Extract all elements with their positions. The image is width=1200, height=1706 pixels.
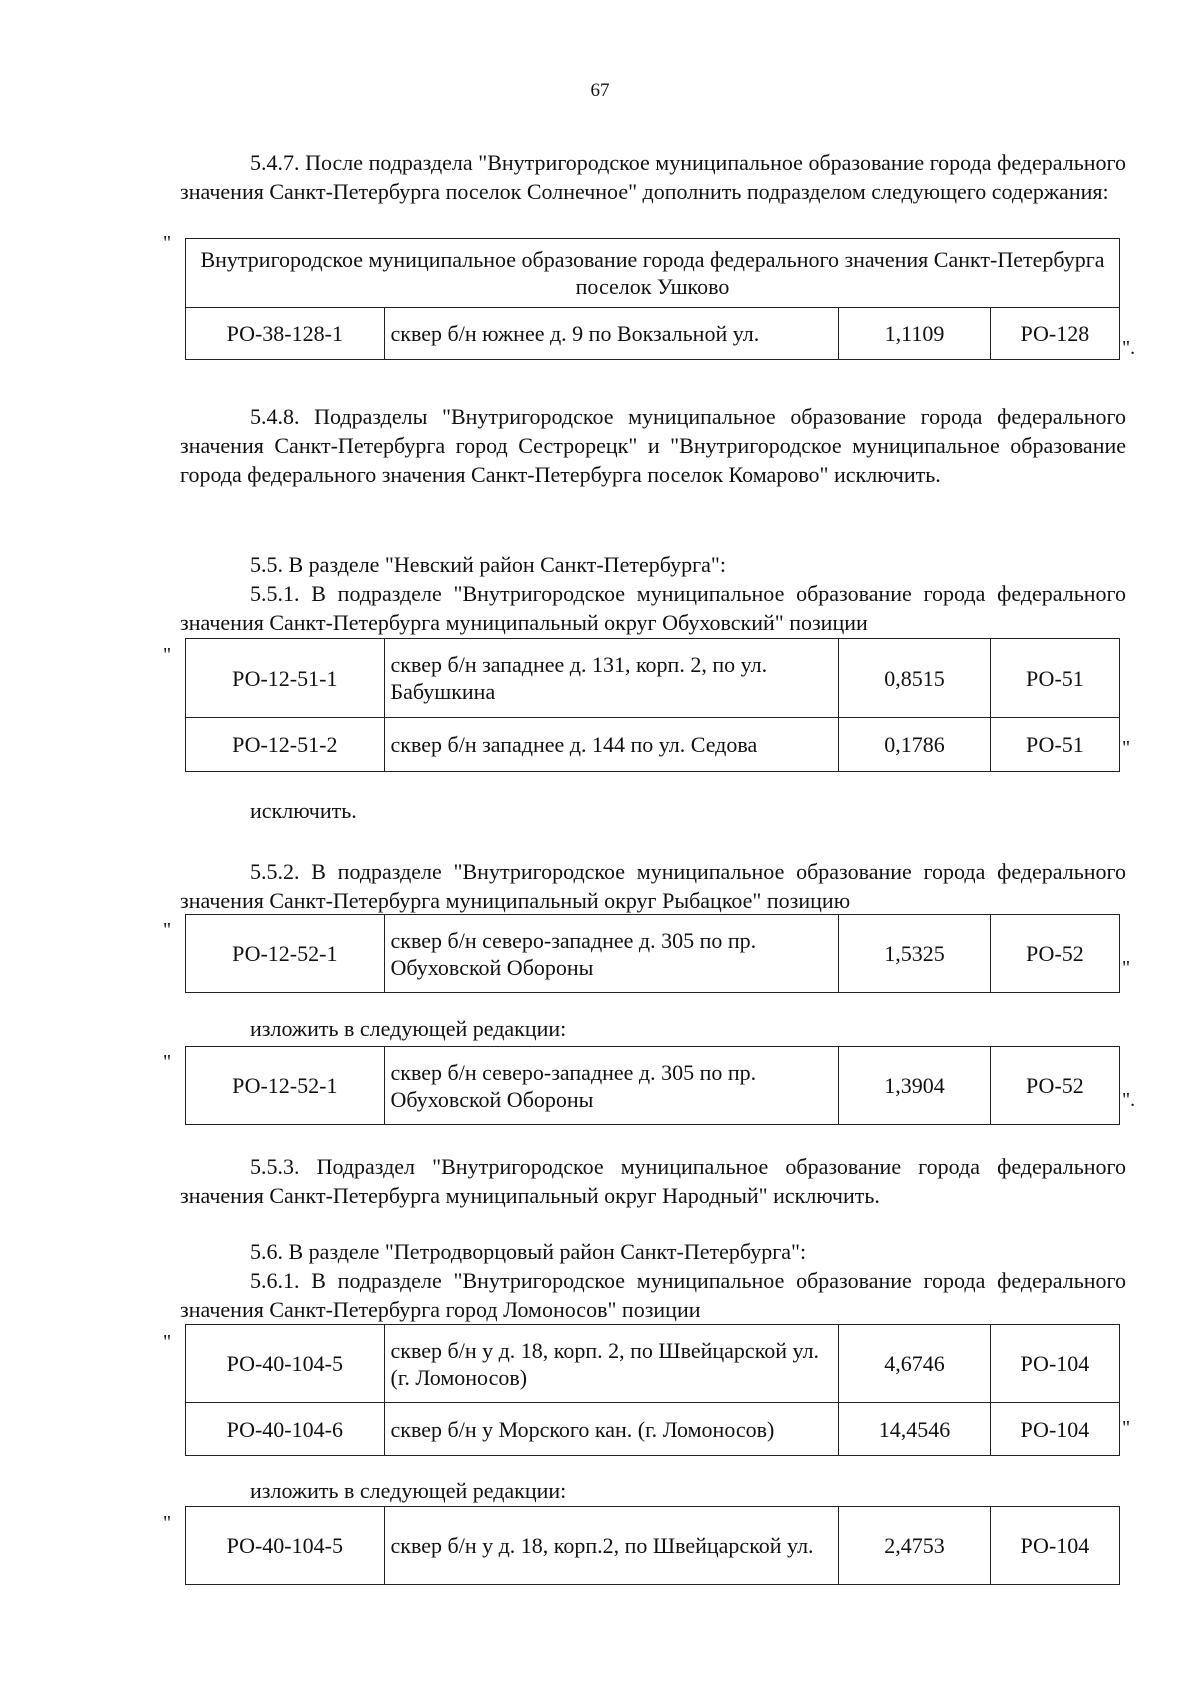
- cell-area: 1,3904: [839, 1047, 991, 1125]
- cell-area: 0,1786: [839, 718, 991, 772]
- cell-code: РО-40-104-5: [186, 1325, 385, 1403]
- opening-quote: ": [163, 644, 172, 666]
- cell-description: сквер б/н у д. 18, корп.2, по Швейцарской ул.: [384, 1507, 839, 1585]
- cell-description: сквер б/н северо-западнее д. 305 по пр. Обуховской Обороны: [384, 915, 839, 993]
- table-5-5-1: [185, 638, 1120, 772]
- table-5-6-1-new: [185, 1506, 1120, 1585]
- paragraph-5-5-3: 5.5.3. Подраздел "Внутригородское муниципальное образование города федерального значения Санкт-Петербурга муниципальный округ Народный" исключить.: [180, 1154, 1126, 1208]
- cell-code: РО-40-104-5: [186, 1507, 385, 1585]
- opening-quote: ": [163, 232, 172, 254]
- exclude-text: исключить.: [250, 798, 357, 823]
- cell-code: РО-38-128-1: [186, 308, 385, 360]
- closing-quote: ": [1122, 737, 1131, 759]
- cell-area: 0,8515: [839, 639, 991, 718]
- subsection-title: Внутригородское муниципальное образование города федерального значения Санкт-Петербурга поселок Ушково: [186, 239, 1120, 308]
- paragraph-5-5-1: 5.5.1. В подразделе "Внутригородское муниципальное образование города федерального значения Санкт-Петербурга муниципальный округ Обуховский" позиции: [180, 581, 1126, 635]
- cell-code: РО-12-51-2: [186, 718, 385, 772]
- paragraph-5-4-8: 5.4.8. Подразделы "Внутригородское муниципальное образование города федерального значения Санкт-Петербурга город Сестрорецк" и "Внутригородское муниципальное образование города федерального значения Санкт-Петербурга поселок Комарово" исключить.: [180, 404, 1126, 487]
- table-row: [186, 915, 1120, 993]
- opening-quote: ": [163, 1331, 172, 1353]
- cell-description: сквер б/н западнее д. 144 по ул. Седова: [384, 718, 839, 772]
- table-row: [186, 639, 1120, 718]
- cell-zone: РО-128: [990, 308, 1119, 360]
- cell-area: 2,4753: [839, 1507, 991, 1585]
- table-5-5-2-new: [185, 1046, 1120, 1125]
- table-row: [186, 1507, 1120, 1585]
- table-row: [186, 718, 1120, 772]
- cell-area: 1,1109: [839, 308, 991, 360]
- cell-zone: РО-52: [990, 1047, 1119, 1125]
- cell-description: сквер б/н западнее д. 131, корп. 2, по ул. Бабушкина: [384, 639, 839, 718]
- cell-description: сквер б/н у д. 18, корп. 2, по Швейцарской ул. (г. Ломоносов): [384, 1325, 839, 1403]
- page-number: 67: [590, 80, 610, 101]
- table-row: [186, 1047, 1120, 1125]
- cell-description: сквер б/н южнее д. 9 по Вокзальной ул.: [384, 308, 839, 360]
- closing-quote: ": [1122, 1417, 1131, 1439]
- paragraph-5-6-1: 5.6.1. В подразделе "Внутригородское муниципальное образование города федерального значения Санкт-Петербурга город Ломоносов" позиции: [180, 1268, 1126, 1322]
- table-5-4-7: [185, 238, 1120, 360]
- cell-description: сквер б/н северо-западнее д. 305 по пр. Обуховской Обороны: [384, 1047, 839, 1125]
- restate-text: изложить в следующей редакции:: [250, 1016, 567, 1041]
- closing-quote: ".: [1122, 1089, 1136, 1111]
- cell-area: 1,5325: [839, 915, 991, 993]
- cell-area: 14,4546: [839, 1403, 991, 1456]
- opening-quote: ": [163, 1512, 172, 1534]
- cell-zone: РО-52: [990, 915, 1119, 993]
- table-5-6-1-old: [185, 1324, 1120, 1456]
- table-row: [186, 1403, 1120, 1456]
- closing-quote: ": [1122, 957, 1131, 979]
- opening-quote: ": [163, 1051, 172, 1073]
- cell-zone: РО-104: [990, 1403, 1119, 1456]
- cell-code: РО-40-104-6: [186, 1403, 385, 1456]
- table-row: [186, 308, 1120, 360]
- table-5-5-2-old: [185, 914, 1120, 993]
- restate-text: изложить в следующей редакции:: [250, 1478, 567, 1503]
- cell-zone: РО-104: [990, 1507, 1119, 1585]
- paragraph-5-4-7: 5.4.7. После подраздела "Внутригородское муниципальное образование города федерального значения Санкт-Петербурга поселок Солнечное" дополнить подразделом следующего содержания:: [180, 150, 1126, 204]
- table-header-row: [186, 239, 1120, 308]
- paragraph-5-5-2: 5.5.2. В подразделе "Внутригородское муниципальное образование города федерального значения Санкт-Петербурга муниципальный округ Рыбацкое" позицию: [180, 859, 1126, 913]
- cell-code: РО-12-52-1: [186, 915, 385, 993]
- table-row: [186, 1325, 1120, 1403]
- cell-code: РО-12-51-1: [186, 639, 385, 718]
- opening-quote: ": [163, 919, 172, 941]
- cell-zone: РО-51: [990, 639, 1119, 718]
- cell-area: 4,6746: [839, 1325, 991, 1403]
- cell-zone: РО-51: [990, 718, 1119, 772]
- cell-code: РО-12-52-1: [186, 1047, 385, 1125]
- closing-quote: ".: [1122, 337, 1136, 359]
- paragraph-5-5: 5.5. В разделе "Невский район Санкт-Петербурга":: [250, 552, 726, 577]
- cell-zone: РО-104: [990, 1325, 1119, 1403]
- cell-description: сквер б/н у Морского кан. (г. Ломоносов): [384, 1403, 839, 1456]
- paragraph-5-6: 5.6. В разделе "Петродворцовый район Санкт-Петербурга":: [250, 1239, 807, 1264]
